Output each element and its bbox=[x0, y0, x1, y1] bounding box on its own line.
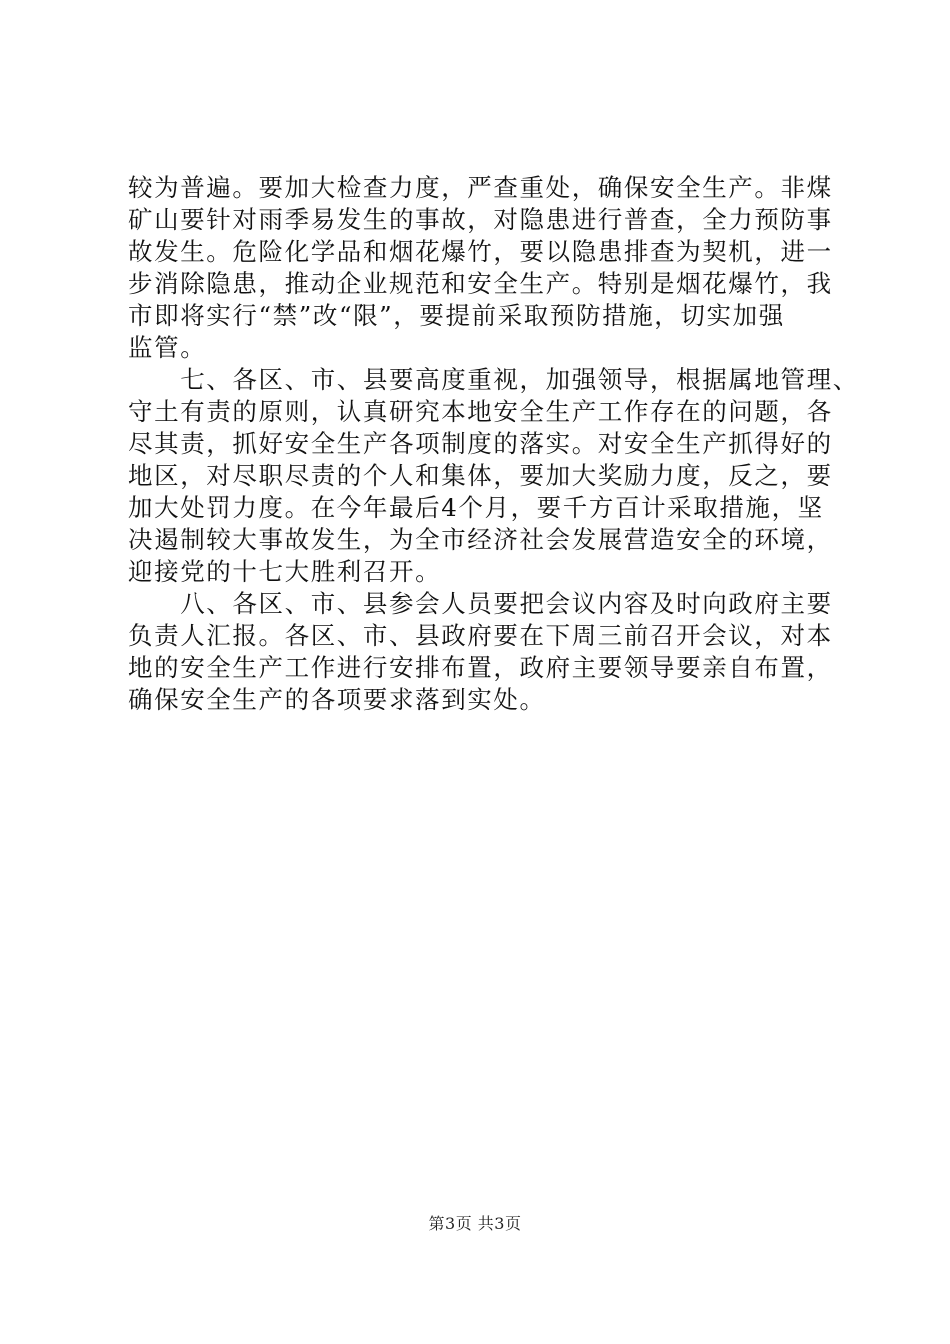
text-line: 地区，对尽职尽责的个人和集体，要加大奖励力度，反之，要 bbox=[128, 461, 833, 490]
page-number-footer: 第3页 共3页 bbox=[428, 1214, 522, 1233]
text-line: 步消除隐患，推动企业规范和安全生产。特别是烟花爆竹，我 bbox=[128, 269, 833, 298]
text-line: 监管。 bbox=[128, 333, 207, 362]
text-line: 决遏制较大事故发生，为全市经济社会发展营造安全的环境， bbox=[128, 525, 833, 554]
text-line: 负责人汇报。各区、市、县政府要在下周三前召开会议，对本 bbox=[128, 621, 833, 650]
text-line: 故发生。危险化学品和烟花爆竹，要以隐患排查为契机，进一 bbox=[128, 237, 833, 266]
text-line: 市即将实行“禁”改“限”，要提前采取预防措施，切实加强 bbox=[128, 301, 785, 330]
document-body bbox=[128, 172, 859, 716]
text-line: 矿山要针对雨季易发生的事故，对隐患进行普查，全力预防事 bbox=[128, 205, 833, 234]
text-line: 尽其责，抓好安全生产各项制度的落实。对安全生产抓得好的 bbox=[128, 429, 833, 458]
text-line: 地的安全生产工作进行安排布置，政府主要领导要亲自布置， bbox=[128, 653, 833, 682]
text-line: 较为普遍。要加大检查力度，严查重处，确保安全生产。非煤 bbox=[128, 173, 833, 202]
text-line: 守土有责的原则，认真研究本地安全生产工作存在的问题，各 bbox=[128, 397, 833, 426]
text-line: 确保安全生产的各项要求落到实处。 bbox=[128, 685, 546, 714]
text-line: 迎接党的十七大胜利召开。 bbox=[128, 557, 442, 586]
text-line: 八、各区、市、县参会人员要把会议内容及时向政府主要 bbox=[128, 589, 833, 618]
text-line: 七、各区、市、县要高度重视，加强领导，根据属地管理、 bbox=[128, 365, 859, 394]
text-line: 加大处罚力度。在今年最后4个月，要千方百计采取措施，坚 bbox=[128, 493, 824, 522]
